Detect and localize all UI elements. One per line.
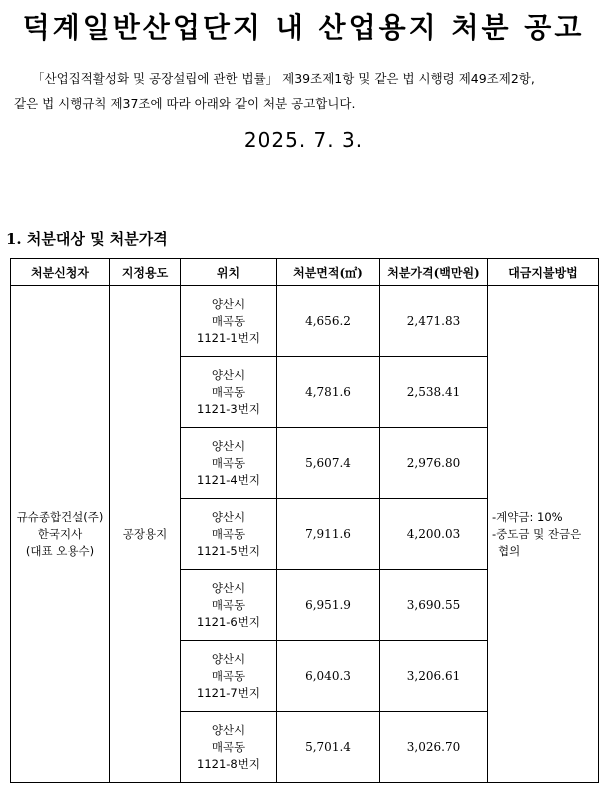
intro-line-1: 「산업집적활성화 및 공장설립에 관한 법률」 제39조제1항 및 같은 법 시행령 제49조제2항, (32, 71, 535, 86)
location-dong: 매곡동 (211, 384, 246, 399)
announcement-date: 2025. 7. 3. (243, 128, 364, 152)
location-dong: 매곡동 (211, 455, 246, 470)
header-price: 처분가격(백만원) (380, 259, 488, 286)
location-lot: 1121-4번지 (197, 472, 260, 487)
location-cell (181, 712, 277, 783)
seller-line-2: 한국지사 (37, 526, 83, 541)
intro-paragraph (14, 66, 604, 116)
price-cell: 3,026.70 (380, 712, 488, 783)
location-lot: 1121-8번지 (197, 756, 260, 771)
location-cell (181, 499, 277, 570)
payment-line-2: -중도금 및 잔금은 (492, 526, 582, 541)
area-cell: 4,656.2 (277, 286, 380, 357)
price-cell: 2,471.83 (380, 286, 488, 357)
area-cell: 6,951.9 (277, 570, 380, 641)
location-dong: 매곡동 (211, 597, 246, 612)
location-dong: 매곡동 (211, 526, 246, 541)
location-city: 양산시 (211, 438, 246, 453)
payment-line-3: 협의 (498, 543, 521, 558)
location-cell (181, 286, 277, 357)
location-cell (181, 641, 277, 712)
location-city: 양산시 (211, 580, 246, 595)
area-cell: 7,911.6 (277, 499, 380, 570)
price-cell: 3,690.55 (380, 570, 488, 641)
location-lot: 1121-6번지 (197, 614, 260, 629)
area-cell: 5,701.4 (277, 712, 380, 783)
table-row (11, 286, 599, 357)
usage-cell: 공장용지 (110, 286, 181, 783)
header-payment: 대금지불방법 (488, 259, 599, 286)
section-title: 1. 처분대상 및 처분가격 (6, 230, 168, 248)
seller-line-1: 규슈종합건설(주) (16, 509, 104, 524)
location-lot: 1121-1번지 (197, 330, 260, 345)
location-cell (181, 357, 277, 428)
price-cell: 2,538.41 (380, 357, 488, 428)
location-city: 양산시 (211, 722, 246, 737)
header-area: 처분면적(㎡) (277, 259, 380, 286)
location-city: 양산시 (211, 651, 246, 666)
location-dong: 매곡동 (211, 739, 246, 754)
payment-line-1: -계약금: 10% (492, 509, 563, 524)
seller-cell (11, 286, 110, 783)
disposal-table (10, 258, 599, 783)
seller-line-3: (대표 오용수) (25, 543, 95, 558)
table-header-row (11, 259, 599, 286)
area-cell: 4,781.6 (277, 357, 380, 428)
location-city: 양산시 (211, 296, 246, 311)
location-dong: 매곡동 (211, 668, 246, 683)
location-lot: 1121-5번지 (197, 543, 260, 558)
header-location: 위치 (181, 259, 277, 286)
payment-cell (488, 286, 599, 783)
location-city: 양산시 (211, 367, 246, 382)
location-cell (181, 428, 277, 499)
price-cell: 2,976.80 (380, 428, 488, 499)
location-lot: 1121-3번지 (197, 401, 260, 416)
header-seller: 처분신청자 (11, 259, 110, 286)
location-city: 양산시 (211, 509, 246, 524)
intro-line-2: 같은 법 시행규칙 제37조에 따라 아래와 같이 처분 공고합니다. (14, 96, 356, 111)
location-cell (181, 570, 277, 641)
area-cell: 6,040.3 (277, 641, 380, 712)
location-lot: 1121-7번지 (197, 685, 260, 700)
header-usage: 지정용도 (110, 259, 181, 286)
page-title: 덕계일반산업단지 내 산업용지 처분 공고 (22, 11, 585, 44)
area-cell: 5,607.4 (277, 428, 380, 499)
price-cell: 3,206.61 (380, 641, 488, 712)
location-dong: 매곡동 (211, 313, 246, 328)
price-cell: 4,200.03 (380, 499, 488, 570)
